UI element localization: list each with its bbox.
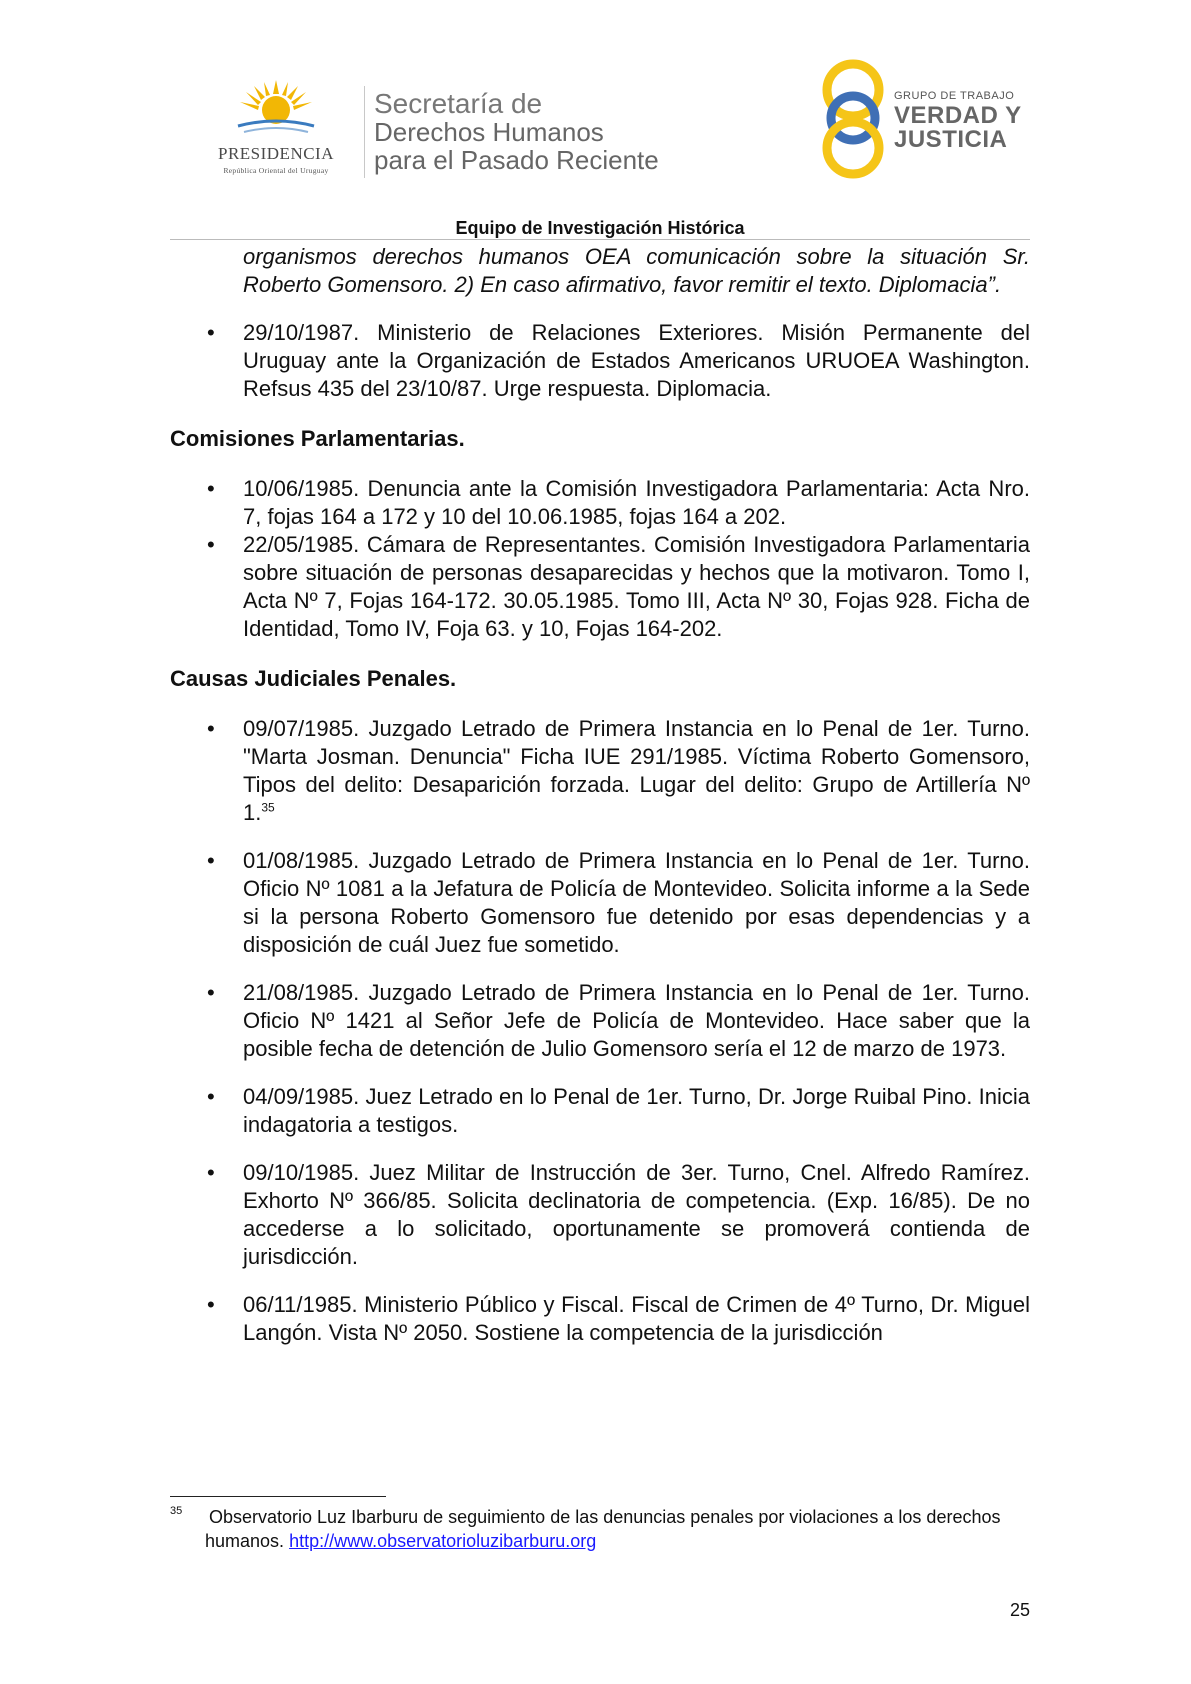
secretaria-line2: Derechos Humanos <box>374 117 604 147</box>
list-item: • 29/10/1987. Ministerio de Relaciones Exteriores. Misión Permanente del Uruguay ante la Organización de Estados Americanos URUOEA Washington. Refsus 435 del 23/10/87. Urge respuesta. Diplomacia. <box>243 319 1030 403</box>
presidencia-subtitle: República Oriental del Uruguay <box>223 166 329 175</box>
document-body <box>170 243 1030 1347</box>
list-item: • 09/10/1985. Juez Militar de Instrucción de 3er. Turno, Cnel. Alfredo Ramírez. Exhorto Nº 366/85. Solicita declinatoria de competencia. (Exp. 16/85). De no accederse a lo solicitado, oportunamente se promoverá contienda de jurisdicción. <box>243 1159 1030 1271</box>
header-rule <box>170 239 1030 240</box>
page-header <box>0 0 1191 240</box>
sun-icon <box>236 80 316 138</box>
footnote-number: 35 <box>170 1505 183 1517</box>
list-item: • 04/09/1985. Juez Letrado en lo Penal de 1er. Turno, Dr. Jorge Ruibal Pino. Inicia indagatoria a testigos. <box>243 1083 1030 1139</box>
gtvj-line1: GRUPO DE TRABAJO <box>894 90 1015 102</box>
list-item: • 22/05/1985. Cámara de Representantes. Comisión Investigadora Parlamentaria sobre situación de personas desaparecidas y hechos que la motivaron. Tomo I, Acta Nº 7, Fojas 164-172. 30.05.1985. Tomo III, Acta Nº 30, Fojas 928. Ficha de Identidad, Tomo IV, Foja 63. y 10, Fojas 164-202. <box>243 531 1030 643</box>
list-item: • 21/08/1985. Juzgado Letrado de Primera Instancia en lo Penal de 1er. Turno. Oficio Nº 1421 al Señor Jefe de Policía de Montevideo. Hace saber que la posible fecha de detención de Julio Gomensoro sería el 12 de marzo de 1973. <box>243 979 1030 1063</box>
section-heading: Causas Judiciales Penales. <box>170 666 457 691</box>
logo-divider <box>364 86 365 178</box>
grupo-trabajo-logo <box>818 56 1038 180</box>
page-number: 25 <box>1009 1600 1030 1620</box>
footnote <box>170 1505 1030 1553</box>
secretaria-logo-text <box>374 90 659 174</box>
list-item: • 10/06/1985. Denuncia ante la Comisión Investigadora Parlamentaria: Acta Nro. 7, fojas 164 a 172 y 10 del 10.06.1985, fojas 164 a 202. <box>243 475 1030 531</box>
secretaria-line1: Secretaría de <box>374 88 543 119</box>
list-item <box>243 715 1030 827</box>
presidencia-logo <box>196 80 356 180</box>
footnote-text: Observatorio Luz Ibarburu de seguimiento de las denuncias penales por violaciones a los derechos humanos. <box>205 1507 1001 1551</box>
list-item: • 01/08/1985. Juzgado Letrado de Primera Instancia en lo Penal de 1er. Turno. Oficio Nº 1081 a la Jefatura de Policía de Montevideo. Solicita informe a la Sede si la persona Roberto Gomensoro fue detenido por esas dependencias y a disposición de cuál Juez fue sometido. <box>243 847 1030 959</box>
section-heading: Comisiones Parlamentarias. <box>170 426 465 451</box>
footnote-link[interactable]: http://www.observatorioluzibarburu.org <box>289 1531 597 1551</box>
footnote-separator <box>170 1496 386 1497</box>
list-item-text: 09/07/1985. Juzgado Letrado de Primera Instancia en lo Penal de 1er. Turno. "Marta Josman. Denuncia" Ficha IUE 291/1985. Víctima Roberto Gomensoro, Tipos del delito: Desaparición forzada. Lugar del delito: Grupo de Artillería Nº 1. <box>243 716 1030 825</box>
secretaria-line3: para el Pasado Reciente <box>374 145 659 175</box>
continuation-paragraph: organismos derechos humanos OEA comunicación sobre la situación Sr. Roberto Gomensoro. 2) En caso afirmativo, favor remitir el texto. Diplomacia”. <box>243 244 1030 297</box>
presidencia-name: PRESIDENCIA <box>217 144 334 163</box>
list-item: • 06/11/1985. Ministerio Público y Fiscal. Fiscal de Crimen de 4º Turno, Dr. Miguel Langón. Vista Nº 2050. Sostiene la competencia de la jurisdicción <box>243 1291 1030 1347</box>
gtvj-line2: VERDAD Y <box>894 102 1022 129</box>
footnote-text-block <box>205 1505 1030 1553</box>
team-title: Equipo de Investigación Histórica <box>455 218 745 238</box>
interlocked-rings-icon <box>818 56 888 180</box>
gtvj-line3: JUSTICIA <box>894 126 1008 153</box>
footnote-reference[interactable]: 35 <box>261 800 275 815</box>
